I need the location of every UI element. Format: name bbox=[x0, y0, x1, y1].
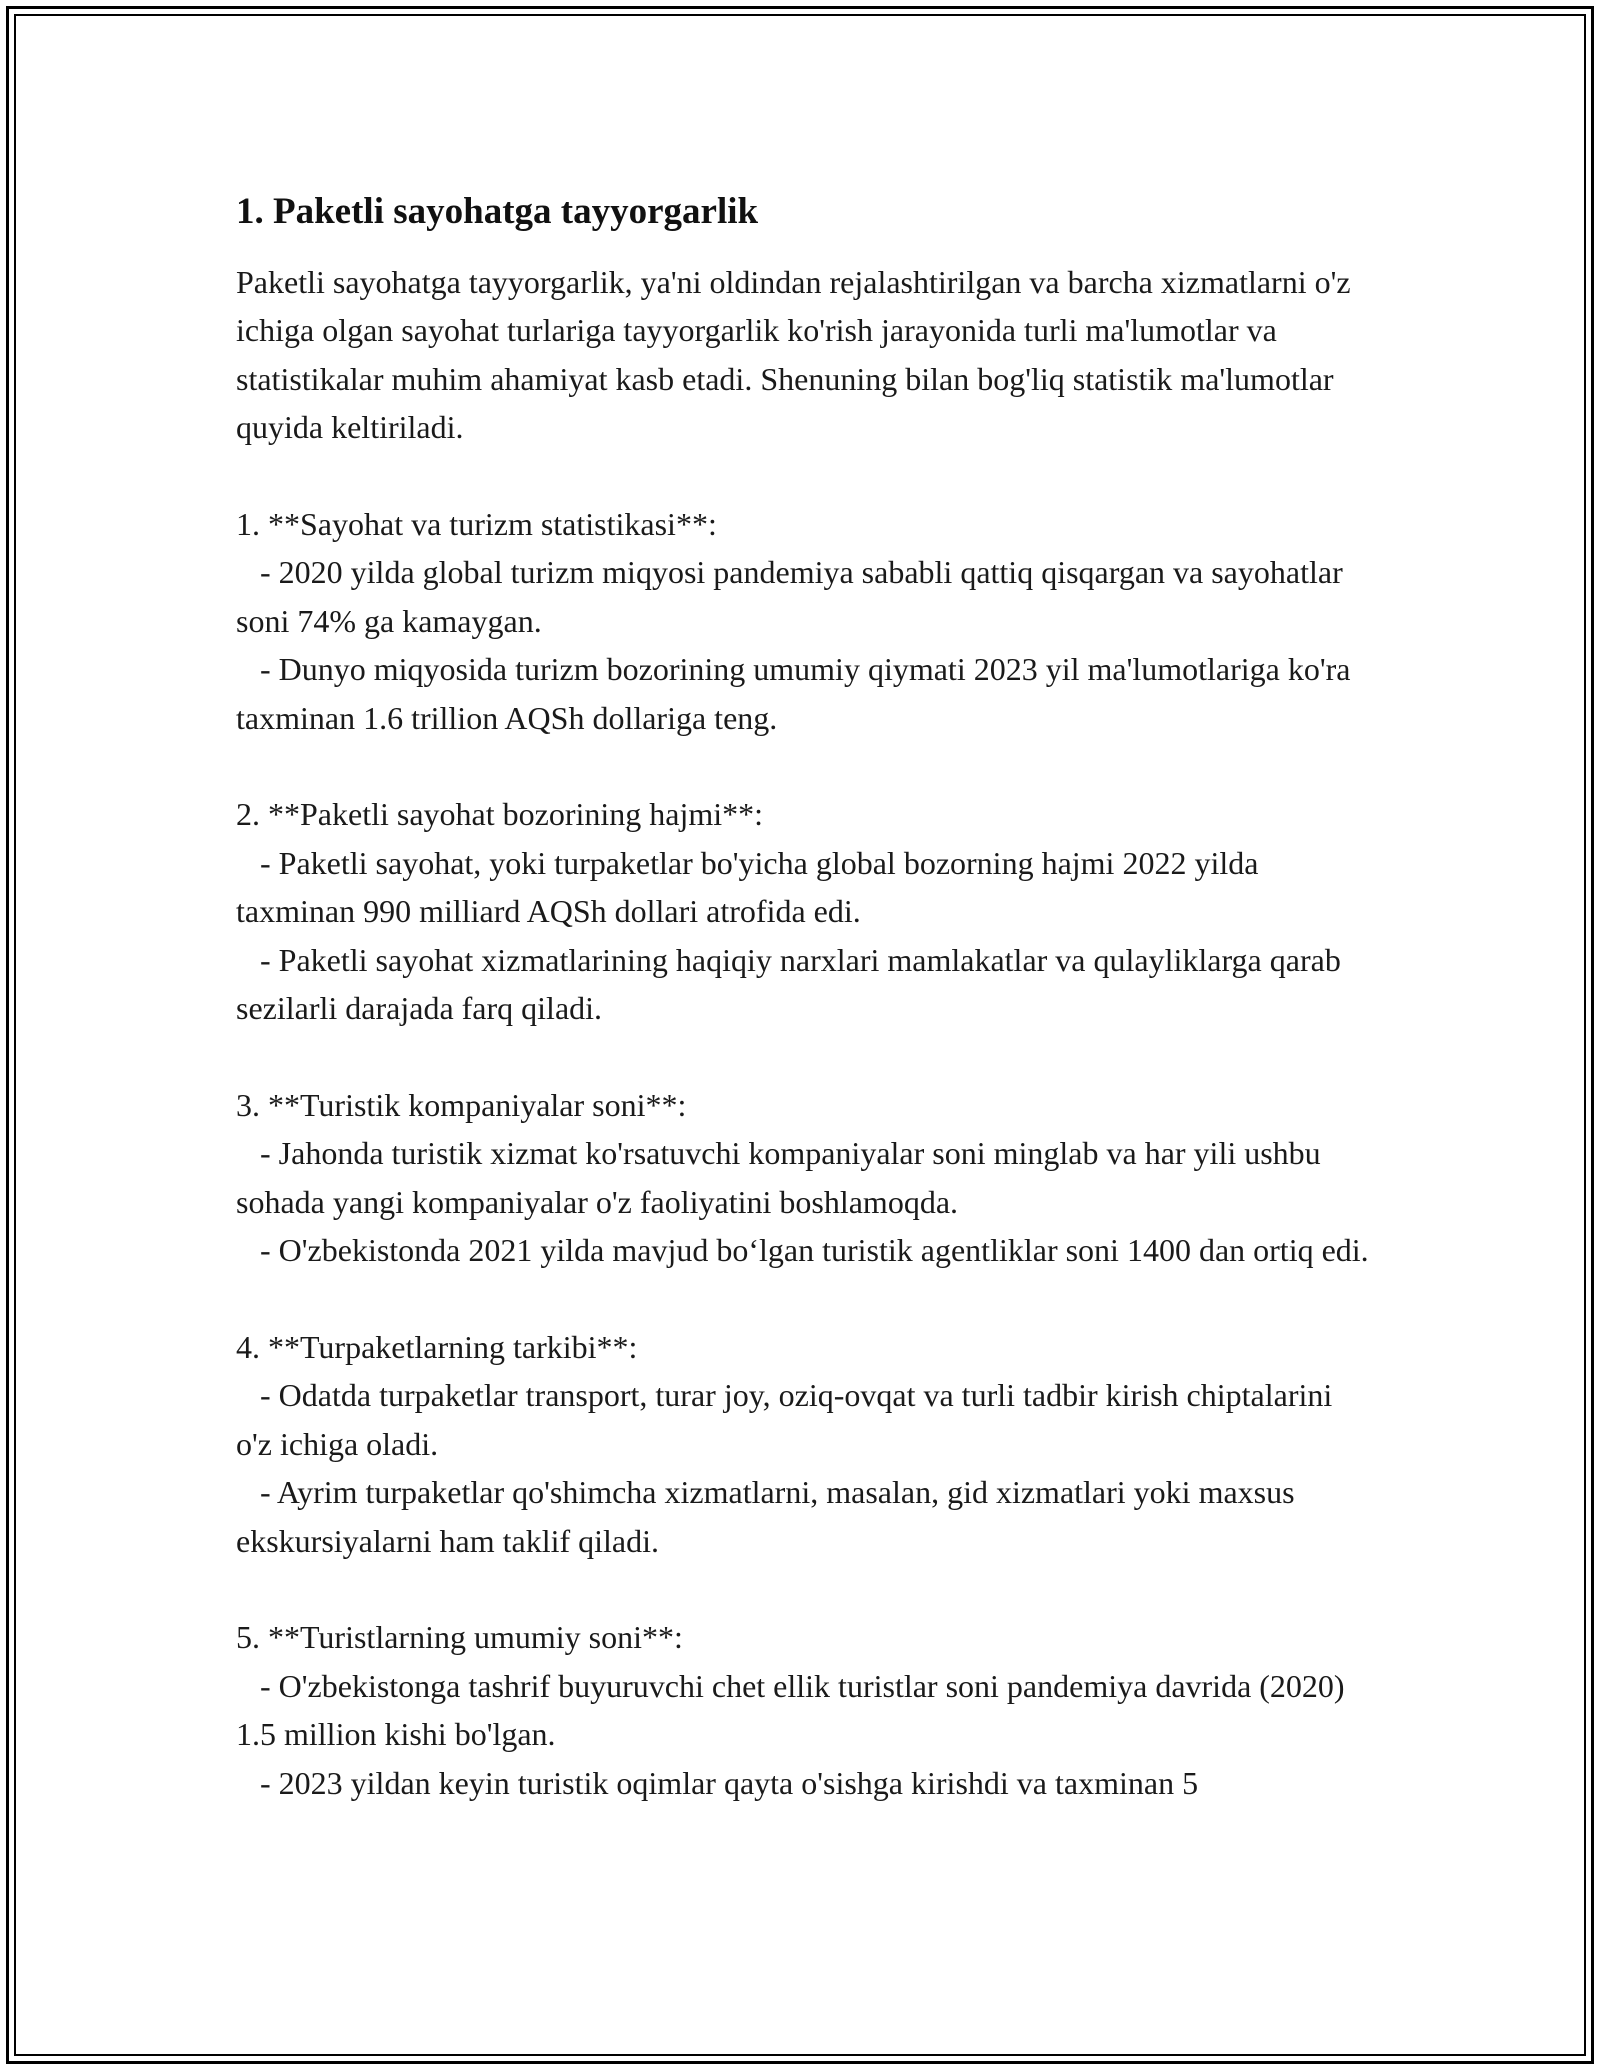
section-item: - Dunyo miqyosida turizm bozorining umumiy qiymati 2023 yil ma'lumotlariga ko'ra taxminan 1.6 trillion AQSh dollariga teng. bbox=[236, 651, 1359, 736]
section-heading: 4. **Turpaketlarning tarkibi**: bbox=[236, 1328, 638, 1365]
spacer bbox=[236, 742, 1376, 790]
section-3 bbox=[236, 1081, 1376, 1275]
section-item: - Odatda turpaketlar transport, turar joy, oziq-ovqat va turli tadbir kirish chiptalarini o'z ichiga oladi. bbox=[236, 1377, 1341, 1462]
section-2 bbox=[236, 790, 1376, 1032]
section-5 bbox=[236, 1613, 1376, 1807]
section-item: - Ayrim turpaketlar qo'shimcha xizmatlarni, masalan, gid xizmatlari yoki maxsus ekskursiyalarni ham taklif qiladi. bbox=[236, 1474, 1303, 1559]
document-body bbox=[236, 188, 1376, 1807]
intro-paragraph: Paketli sayohatga tayyorgarlik, ya'ni oldindan rejalashtirilgan va barcha xizmatlarni o'z ichiga olgan sayohat turlariga tayyorgarlik ko'rish jarayonida turli ma'lumotlar va statistikalar muhim ahamiyat kasb etadi. Shenuning bilan bog'liq statistik ma'lumotlar quyida keltiriladi. bbox=[236, 264, 1359, 446]
section-heading: 5. **Turistlarning umumiy soni**: bbox=[236, 1619, 683, 1656]
section-item: - Jahonda turistik xizmat ko'rsatuvchi kompaniyalar soni minglab va har yili ushbu sohada yangi kompaniyalar o'z faoliyatini boshlamoqda. bbox=[236, 1135, 1329, 1220]
spacer bbox=[236, 1565, 1376, 1613]
document-title: 1. Paketli sayohatga tayyorgarlik bbox=[236, 191, 759, 232]
section-item: - Paketli sayohat xizmatlarining haqiqiy narxlari mamlakatlar va qulayliklarga qarab sezilarli darajada farq qiladi. bbox=[236, 941, 1349, 1027]
section-item: - 2023 yildan keyin turistik oqimlar qayta o'sishga kirishdi va taxminan 5 bbox=[236, 1764, 1199, 1801]
spacer bbox=[236, 1032, 1376, 1080]
section-heading: 1. **Sayohat va turizm statistikasi**: bbox=[236, 506, 717, 543]
spacer bbox=[236, 452, 1376, 500]
section-heading: 2. **Paketli sayohat bozorining hajmi**: bbox=[236, 796, 764, 833]
section-item: - 2020 yilda global turizm miqyosi pandemiya sababli qattiq qisqargan va sayohatlar soni 74% ga kamaygan. bbox=[236, 554, 1351, 639]
spacer bbox=[236, 1274, 1376, 1322]
section-heading: 3. **Turistik kompaniyalar soni**: bbox=[236, 1086, 687, 1123]
section-item: - Paketli sayohat, yoki turpaketlar bo'yicha global bozorning hajmi 2022 yilda taxminan 990 milliard AQSh dollari atrofida edi. bbox=[236, 844, 1267, 930]
section-item: - O'zbekistonda 2021 yilda mavjud bo‘lgan turistik agentliklar soni 1400 dan ortiq edi. bbox=[236, 1232, 1369, 1269]
section-item: - O'zbekistonga tashrif buyuruvchi chet ellik turistlar soni pandemiya davrida (2020) 1.5 million kishi bo'lgan. bbox=[236, 1667, 1353, 1753]
section-4 bbox=[236, 1323, 1376, 1565]
section-1 bbox=[236, 500, 1376, 742]
